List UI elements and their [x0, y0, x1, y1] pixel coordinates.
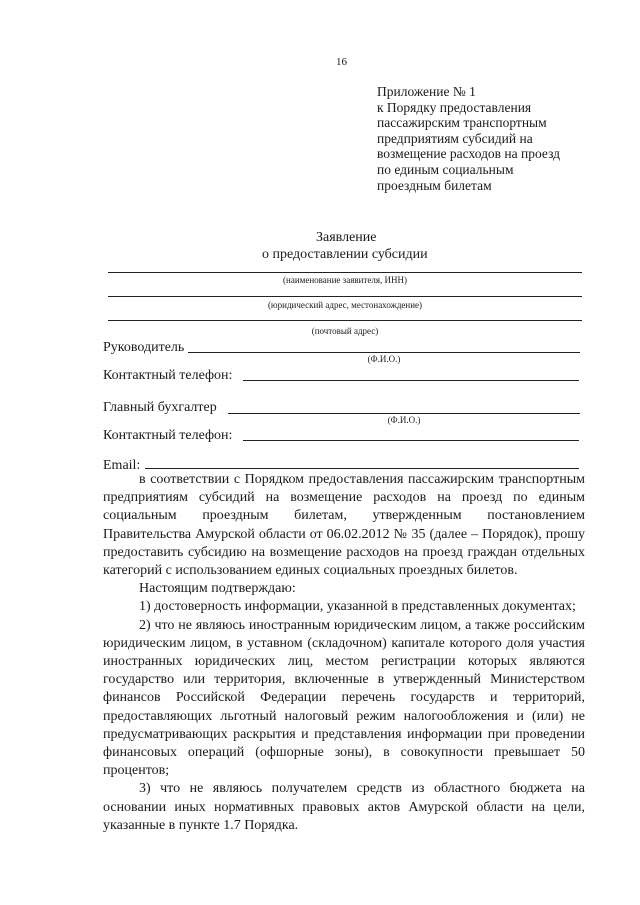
confirm-item-2: 2) что не являюсь иностранным юридическим лицом, а также российским юридическим лицом, в уставном (складочном) капитале которого доля участия иностранных юридических лиц, местом регистрации которых являются государство или территория, включенные в утвержденный Министерством финансов Российской Федерации перечень государств и территорий, предоставляющих льготный налоговый режим налогообложения и (или) не предусматривающих раскрытия и представления информации при проведении финансовых операций (офшорные зоны), в совокупности превышает 50 процентов; [103, 617, 585, 779]
appendix-line: пассажирским транспортным [377, 115, 547, 131]
phone2-line[interactable] [243, 440, 579, 441]
address-caption: (юридический адрес, местонахождение) [267, 300, 423, 310]
phone1-line[interactable] [243, 380, 579, 381]
confirm-item-3: 3) что не являюсь получателем средств из областного бюджета на основании иных нормативных правовых актов Амурской области на цели, указанные в пункте 1.7 Порядка. [103, 781, 585, 833]
appendix-line: по единым социальным [377, 161, 514, 177]
email-line[interactable] [145, 468, 579, 469]
appendix-header [377, 84, 560, 193]
document-subtitle: о предоставлении субсидии [262, 247, 428, 262]
appendix-line: проездным билетам [377, 177, 492, 193]
confirm-heading: Настоящим подтверждаю: [139, 581, 296, 597]
director-label: Руководитель [103, 340, 185, 355]
appendix-line: к Порядку предоставления [377, 99, 532, 115]
confirm-item-1: 1) достоверность информации, указанной в представленных документах; [139, 599, 576, 615]
phone1-label: Контактный телефон: [103, 368, 233, 383]
postal-line[interactable] [108, 320, 582, 321]
appendix-line: предприятиям субсидий на [377, 130, 533, 146]
accountant-fio-caption: (Ф.И.О.) [387, 415, 421, 425]
address-line[interactable] [108, 296, 582, 297]
document-title: Заявление [316, 230, 377, 245]
email-label: Email: [103, 458, 141, 473]
appendix-line: Приложение № 1 [377, 84, 476, 99]
page-number: 16 [336, 56, 347, 68]
applicant-line[interactable] [108, 272, 582, 273]
phone2-label: Контактный телефон: [103, 428, 233, 443]
appendix-line: возмещение расходов на проезд [377, 146, 561, 162]
accountant-line[interactable] [228, 413, 580, 414]
applicant-caption: (наименование заявителя, ИНН) [283, 275, 407, 285]
director-fio-caption: (Ф.И.О.) [367, 354, 401, 364]
request-paragraph: в соответствии с Порядком предоставления пассажирским транспортным предприятиям субсидий на возмещение расходов на проезд по единым социальным проездным билетам, утвержденным постановлением Правительства Амурской области от 06.02.2012 № 35 (далее – Порядок), прошу предоставить субсидию на возмещение расходов на проезд граждан отдельных категорий с использованием единых социальных проездных билетов. [103, 472, 585, 579]
director-line[interactable] [188, 352, 580, 353]
accountant-label: Главный бухгалтер [103, 400, 217, 415]
postal-caption: (почтовый адрес) [311, 326, 379, 336]
body-text [103, 471, 585, 835]
